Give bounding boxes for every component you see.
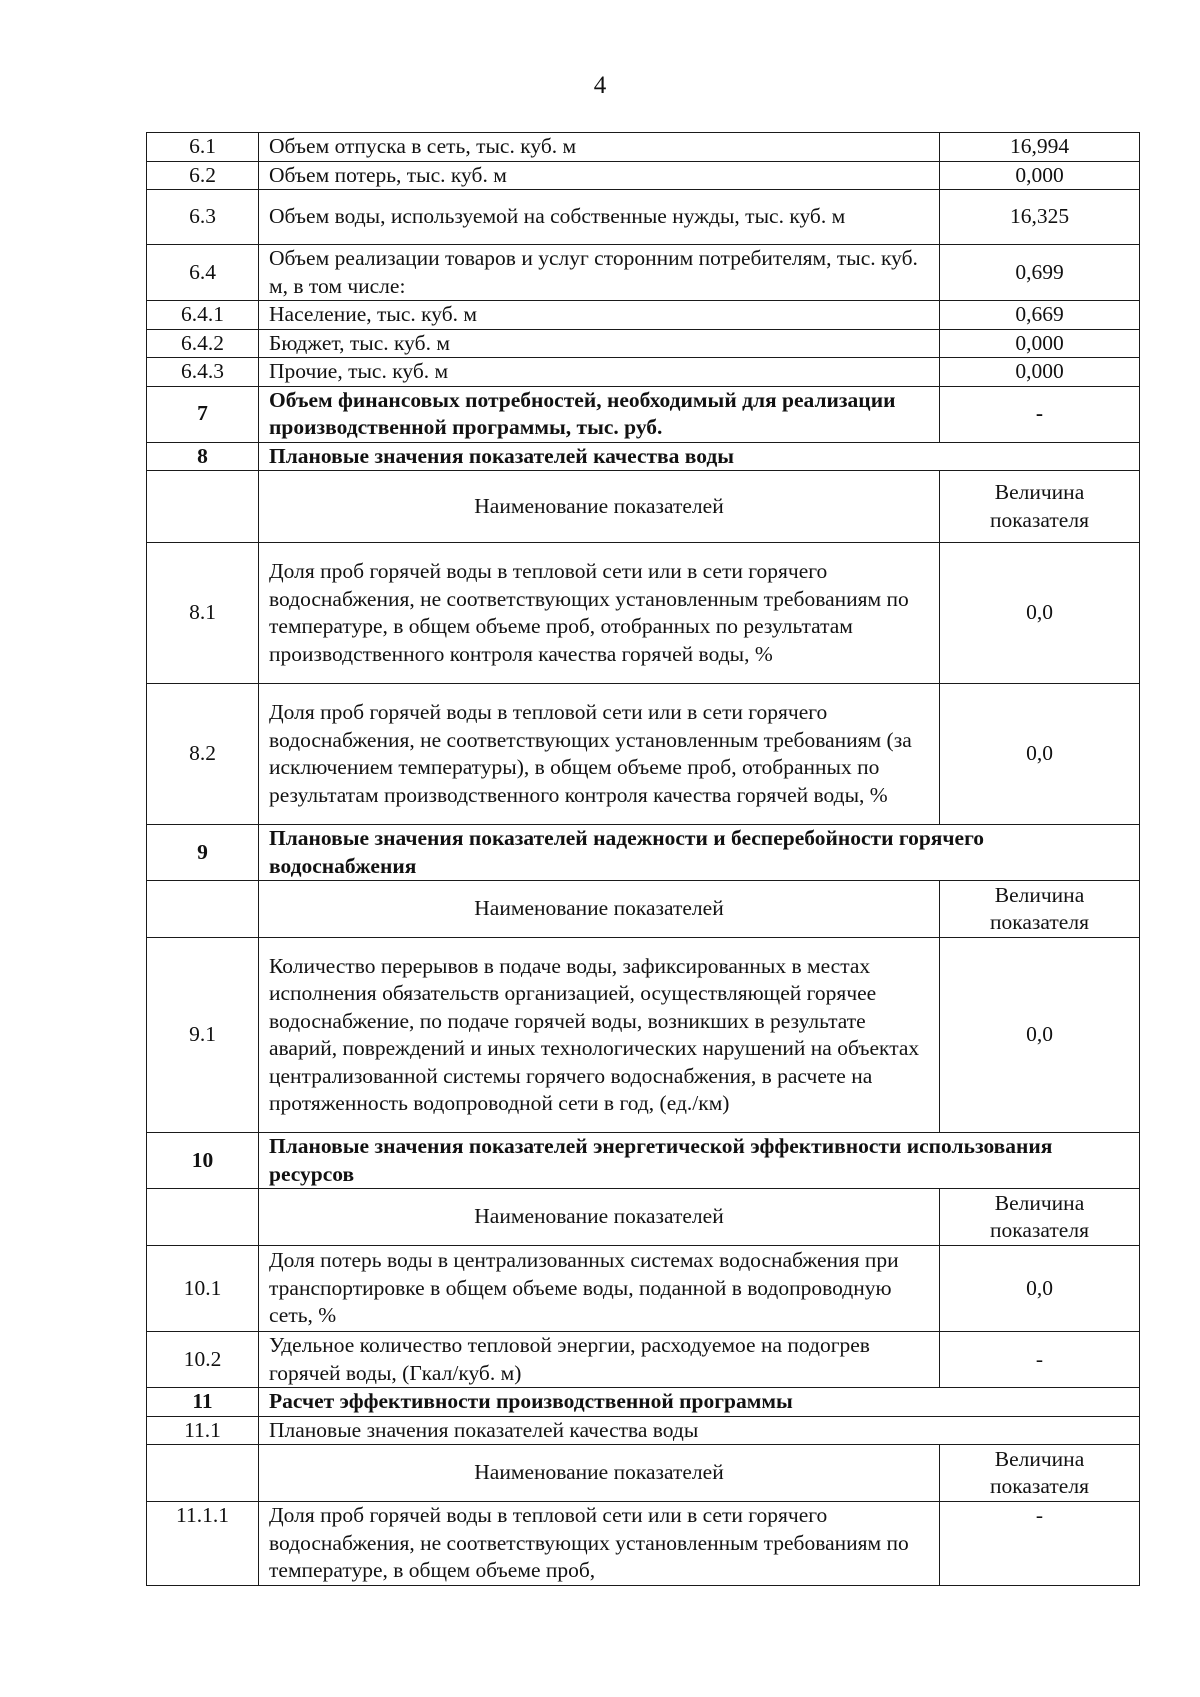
empty-cell	[147, 1189, 259, 1246]
row-value: 16,325	[940, 190, 1140, 245]
row-value: 0,0	[940, 1246, 1140, 1332]
row-number: 10.2	[147, 1332, 259, 1388]
empty-cell	[147, 1445, 259, 1502]
table-row	[147, 358, 1140, 387]
table-row	[147, 301, 1140, 330]
row-number: 6.2	[147, 161, 259, 190]
header-indicator-value: Величина показателя	[940, 471, 1140, 543]
row-value: 0,000	[940, 329, 1140, 358]
section-number: 11	[147, 1388, 259, 1417]
section-number: 9	[147, 825, 259, 881]
row-value: 0,669	[940, 301, 1140, 330]
section-row	[147, 442, 1140, 471]
table-row	[147, 684, 1140, 825]
table-row	[147, 190, 1140, 245]
row-number: 11.1	[147, 1416, 259, 1445]
empty-cell	[147, 881, 259, 938]
row-value: 0,0	[940, 543, 1140, 684]
row-number: 6.4.2	[147, 329, 259, 358]
header-indicator-value: Величина показателя	[940, 1445, 1140, 1502]
page-number: 4	[593, 72, 607, 99]
section-row	[147, 386, 1140, 442]
table-row	[147, 543, 1140, 684]
column-header-row	[147, 1445, 1140, 1502]
row-number: 11.1.1	[147, 1502, 259, 1586]
row-number: 6.4.3	[147, 358, 259, 387]
row-value: 0,000	[940, 161, 1140, 190]
row-number: 8.2	[147, 684, 259, 825]
row-value: 16,994	[940, 133, 1140, 162]
row-description: Объем воды, используемой на собственные нужды, тыс. куб. м	[259, 190, 940, 245]
column-header-row	[147, 1189, 1140, 1246]
row-number: 6.4	[147, 245, 259, 301]
header-indicator-value: Величина показателя	[940, 1189, 1140, 1246]
column-header-row	[147, 471, 1140, 543]
table-row	[147, 245, 1140, 301]
row-description: Бюджет, тыс. куб. м	[259, 329, 940, 358]
row-number: 9.1	[147, 938, 259, 1133]
row-number: 10.1	[147, 1246, 259, 1332]
row-description: Доля проб горячей воды в тепловой сети или в сети горячего водоснабжения, не соответствующих установленным требованиям по температуре, в общем объеме проб, отобранных по результатам производственного контроля качества горячей воды, %	[259, 543, 940, 684]
row-value: 0,0	[940, 684, 1140, 825]
header-indicator-name: Наименование показателей	[259, 1445, 940, 1502]
table-row	[147, 938, 1140, 1133]
row-number: 6.4.1	[147, 301, 259, 330]
section-row	[147, 1133, 1140, 1189]
section-row	[147, 825, 1140, 881]
column-header-row	[147, 881, 1140, 938]
table-row	[147, 329, 1140, 358]
section-number: 10	[147, 1133, 259, 1189]
indicators-table	[146, 132, 1140, 1586]
header-indicator-name: Наименование показателей	[259, 1189, 940, 1246]
table-row	[147, 1332, 1140, 1388]
row-number: 6.3	[147, 190, 259, 245]
row-description: Население, тыс. куб. м	[259, 301, 940, 330]
row-description: Доля потерь воды в централизованных системах водоснабжения при транспортировке в общем объеме воды, поданной в водопроводную сеть, %	[259, 1246, 940, 1332]
section-title: Объем финансовых потребностей, необходимый для реализации производственной программы, тыс. руб.	[259, 386, 940, 442]
section-title: Плановые значения показателей качества воды	[259, 442, 1140, 471]
row-description: Прочие, тыс. куб. м	[259, 358, 940, 387]
subsection-row	[147, 1416, 1140, 1445]
header-indicator-name: Наименование показателей	[259, 881, 940, 938]
row-value: 0,000	[940, 358, 1140, 387]
row-value: 0,699	[940, 245, 1140, 301]
empty-cell	[147, 471, 259, 543]
row-value: -	[940, 1332, 1140, 1388]
section-number: 8	[147, 442, 259, 471]
row-value: 0,0	[940, 938, 1140, 1133]
row-description: Доля проб горячей воды в тепловой сети или в сети горячего водоснабжения, не соответствующих установленным требованиям по температуре, в общем объеме проб,	[259, 1502, 940, 1586]
section-title: Плановые значения показателей энергетической эффективности использования ресурсов	[259, 1133, 1140, 1189]
row-description: Объем отпуска в сеть, тыс. куб. м	[259, 133, 940, 162]
section-title: Плановые значения показателей надежности и бесперебойности горячего водоснабжения	[259, 825, 1140, 881]
row-value: -	[940, 386, 1140, 442]
table-row	[147, 161, 1140, 190]
section-row	[147, 1388, 1140, 1417]
subsection-title: Плановые значения показателей качества воды	[259, 1416, 1140, 1445]
row-description: Доля проб горячей воды в тепловой сети или в сети горячего водоснабжения, не соответствующих установленным требованиям (за исключением температуры), в общем объеме проб, отобранных по результатам производственного контроля качества горячей воды, %	[259, 684, 940, 825]
row-description: Удельное количество тепловой энергии, расходуемое на подогрев горячей воды, (Гкал/куб. м)	[259, 1332, 940, 1388]
table-row	[147, 133, 1140, 162]
section-title: Расчет эффективности производственной программы	[259, 1388, 1140, 1417]
row-number: 8.1	[147, 543, 259, 684]
row-description: Объем потерь, тыс. куб. м	[259, 161, 940, 190]
header-indicator-name: Наименование показателей	[259, 471, 940, 543]
header-indicator-value: Величина показателя	[940, 881, 1140, 938]
table-row	[147, 1502, 1140, 1586]
row-description: Количество перерывов в подаче воды, зафиксированных в местах исполнения обязательств организацией, осуществляющей горячее водоснабжение, по подаче горячей воды, возникших в результате аварий, повреждений и иных технологических нарушений на объектах централизованной системы горячего водоснабжения, в расчете на протяженность водопроводной сети в год, (ед./км)	[259, 938, 940, 1133]
table-row	[147, 1246, 1140, 1332]
row-description: Объем реализации товаров и услуг сторонним потребителям, тыс. куб. м, в том числе:	[259, 245, 940, 301]
row-number: 6.1	[147, 133, 259, 162]
section-number: 7	[147, 386, 259, 442]
row-value: -	[940, 1502, 1140, 1586]
